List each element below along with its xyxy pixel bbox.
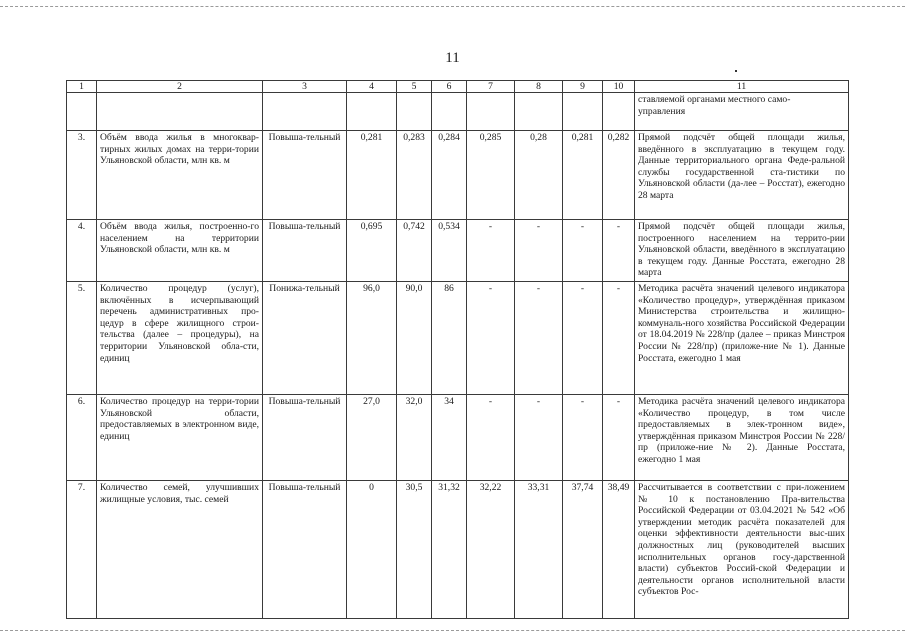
cell-value: 0,282	[603, 131, 635, 220]
cell-empty	[263, 93, 347, 131]
cell-value: 32,22	[467, 481, 515, 619]
scan-edge-bottom	[0, 630, 905, 632]
cell-value: -	[467, 220, 515, 282]
table-row	[67, 395, 849, 481]
column-header: 2	[97, 81, 263, 93]
cell-value: 37,74	[563, 481, 603, 619]
column-header: 3	[263, 81, 347, 93]
table-row	[67, 131, 849, 220]
cell-value: 0,283	[397, 131, 432, 220]
cell-indicator: Объём ввода жилья в многоквар-тирных жилых домах на терри-тории Ульяновской области, млн кв. м	[97, 131, 263, 220]
cell-direction: Повыша-тельный	[263, 395, 347, 481]
cell-value: 31,32	[432, 481, 467, 619]
cell-value: 90,0	[397, 282, 432, 395]
cell-value: 0,284	[432, 131, 467, 220]
cell-empty	[603, 93, 635, 131]
cell-empty	[563, 93, 603, 131]
column-header: 8	[515, 81, 563, 93]
cell-direction: Понижа-тельный	[263, 282, 347, 395]
cell-indicator: Количество процедур (услуг), включённых в исчерпывающий перечень административных про-цедур в сфере жилищного строи-тельства (далее – процедуры), на территории Ульяновской обла-сти, единиц	[97, 282, 263, 395]
cell-value: -	[603, 282, 635, 395]
cell-row-number: 7.	[67, 481, 97, 619]
cell-value: 27,0	[347, 395, 397, 481]
cell-value: 0,281	[563, 131, 603, 220]
cell-value: -	[515, 220, 563, 282]
cell-value: 0,281	[347, 131, 397, 220]
cell-indicator: Объём ввода жилья, построенно-го населением на территории Ульяновской области, млн кв. м	[97, 220, 263, 282]
cell-value: 0,28	[515, 131, 563, 220]
column-header: 4	[347, 81, 397, 93]
cell-method: Методика расчёта значений целевого индикатора «Количество процедур, в том числе предоставляемых в элек-тронном виде», утверждённая приказом Минстроя России № 228/пр (приложе-ние № 2). Данные Росстата, ежегодно 1 мая	[635, 395, 849, 481]
method-line: управления	[638, 105, 686, 117]
cell-method	[635, 93, 849, 131]
cell-direction: Повыша-тельный	[263, 220, 347, 282]
cell-row-number: 3.	[67, 131, 97, 220]
column-header: 10	[603, 81, 635, 93]
cell-method: Прямой подсчёт общей площади жилья, введённого в эксплуатацию в текущем году. Данные территориального органа Феде-ральной службы государственной ста-тистики по Ульяновской области (да-лее – Росстат), ежегодно 28 марта	[635, 131, 849, 220]
cell-value: 32,0	[397, 395, 432, 481]
cell-empty	[97, 93, 263, 131]
cell-value: 0	[347, 481, 397, 619]
cell-value: -	[563, 220, 603, 282]
cell-value: 0,534	[432, 220, 467, 282]
method-line: ставляемой органами местного само-	[638, 94, 791, 105]
table-row	[67, 481, 849, 619]
cell-value: -	[467, 395, 515, 481]
cell-value: 34	[432, 395, 467, 481]
scan-edge-top	[0, 6, 905, 8]
cell-indicator: Количество семей, улучшивших жилищные условия, тыс. семей	[97, 481, 263, 619]
cell-value: 0,695	[347, 220, 397, 282]
cell-empty	[467, 93, 515, 131]
continuation-row	[67, 93, 849, 131]
cell-row-number: 6.	[67, 395, 97, 481]
indicators-table	[66, 80, 849, 619]
cell-value: 30,5	[397, 481, 432, 619]
column-header: 1	[67, 81, 97, 93]
cell-method: Методика расчёта значений целевого индикатора «Количество процедур», утверждённая приказом Министерства строительства и жилищно-коммуналь-ного хозяйства Российской Федерации от 18.04.2019 № 228/пр (далее – приказ Минстроя России № 228/пр) (приложе-ние № 1). Данные Росстата, ежегодно 1 мая	[635, 282, 849, 395]
table-row	[67, 220, 849, 282]
cell-empty	[432, 93, 467, 131]
cell-empty	[347, 93, 397, 131]
cell-empty	[515, 93, 563, 131]
cell-method: Прямой подсчёт общей площади жилья, построенного населением на террито-рии Ульяновской области, введённого в эксплуатацию в текущем году. Данные Росстата, ежегодно 28 марта	[635, 220, 849, 282]
cell-value: 0,742	[397, 220, 432, 282]
cell-direction: Повыша-тельный	[263, 131, 347, 220]
cell-value: -	[515, 282, 563, 395]
column-number-row	[67, 81, 849, 93]
cell-value: -	[515, 395, 563, 481]
cell-empty	[397, 93, 432, 131]
cell-row-number: 4.	[67, 220, 97, 282]
table-row	[67, 282, 849, 395]
column-header: 11	[635, 81, 849, 93]
scan-speck	[735, 70, 737, 72]
cell-value: 86	[432, 282, 467, 395]
cell-indicator: Количество процедур на терри-тории Ульяновской области, предоставляемых в электронном виде, единиц	[97, 395, 263, 481]
cell-empty	[67, 93, 97, 131]
cell-value: -	[467, 282, 515, 395]
cell-value: 38,49	[603, 481, 635, 619]
cell-value: -	[563, 282, 603, 395]
cell-value: -	[563, 395, 603, 481]
cell-value: 0,285	[467, 131, 515, 220]
cell-value: -	[603, 220, 635, 282]
cell-row-number: 5.	[67, 282, 97, 395]
column-header: 7	[467, 81, 515, 93]
column-header: 9	[563, 81, 603, 93]
cell-value: -	[603, 395, 635, 481]
cell-value: 33,31	[515, 481, 563, 619]
column-header: 6	[432, 81, 467, 93]
column-header: 5	[397, 81, 432, 93]
cell-method: Рассчитывается в соответствии с при-ложением № 10 к постановлению Пра-вительства Российской Федерации от 03.04.2021 № 542 «Об утверждении методик расчёта показателей для оценки эффективности деятельности выс-ших должностных лиц (руководителей высших исполнительных органов госу-дарственной власти) субъектов Россий-ской Федерации и деятельности органов исполнительной власти субъектов Рос-	[635, 481, 849, 619]
cell-direction: Повыша-тельный	[263, 481, 347, 619]
page-number: 11	[445, 50, 460, 66]
cell-value: 96,0	[347, 282, 397, 395]
